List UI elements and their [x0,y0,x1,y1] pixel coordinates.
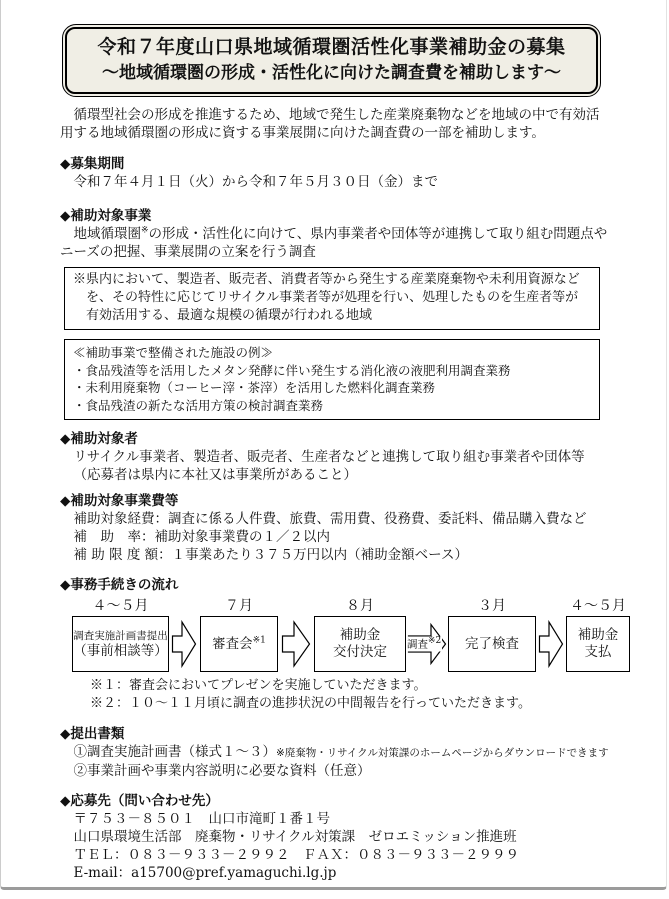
example-box [64,339,600,420]
flow-step-review [200,596,278,672]
right-block-arrow-icon [171,619,197,669]
flow-footnote: ※２：１０～１１月頃に調査の進捗状況の中間報告を行っていただきます。 [90,696,531,711]
footnote-marker: ※2 [428,636,442,646]
flow-box-line [212,636,266,653]
jigyohi-line: 補 助 限 度 額：１事業あたり３７５万円以内（補助金額ベース） [73,547,468,563]
flow-box-line: 補助金 [577,627,619,643]
contact-department: 山口県環境生活部 廃棄物・リサイクル対策課 ゼロエミッション推進班 [73,829,517,845]
flow-month: ７月 [225,598,253,614]
jigyohi-line: 補 助 率：補助対象事業費の１／２以内 [73,529,330,545]
flow-box-text: 審査会 [212,635,253,652]
hojo-taisho-jigyo-body [60,225,609,261]
hojo-taishosha-line: （応募者は県内に本社又は事業所があること） [73,467,357,483]
teishutsu-item-text: ①調査実施計画書（様式１～３） [73,744,276,760]
download-note: ※廃棄物・リサイクル対策課のホームページからダウンロードできます [276,747,609,759]
contact-tel-fax: ＴＥＬ：０８３－９３３－２９９２ ＦＡＸ：０８３－９３３－２９９９ [73,847,519,863]
flow-box-line: 補助金 [339,627,381,643]
flow-arrow [538,616,564,672]
section-heading-teishutsu-shorui: ◆提出書類 [60,726,125,742]
footnote-marker: ※1 [252,635,266,645]
survey-label-text: 調査 [407,638,428,651]
flow-month: ４～５月 [92,598,149,614]
flow-step-completion-inspection [448,596,536,672]
title-box-inner [65,27,598,94]
definition-text: ※県内において、製造者、販売者、消費者等から発生する産業廃棄物や未利用資源などを、その特性に応じてリサイクル事業者等が処理を行い、処理したものを生産者等が有効活用する、最適な規模の循環が行われる地域 [73,272,580,323]
flow-step-grant-decision [314,596,406,672]
survey-arrow-label [406,637,442,652]
flow-arrow-survey [407,616,447,672]
procedure-flow-diagram [72,596,626,672]
flow-step-payment [566,596,630,672]
flow-box-grant-decision [314,616,406,672]
flow-footnotes [90,677,609,713]
flow-footnote: ※１：審査会においてプレゼンを実施していただきます。 [90,678,427,693]
flow-arrow [281,616,311,672]
right-block-arrow-icon [538,619,564,669]
section-heading-hojo-taishosha: ◆補助対象者 [60,431,138,447]
hojo-taishosha-line: リサイクル事業者、製造者、販売者、生産者などと連携して取り組む事業者や団体等 [73,449,585,465]
flow-box-payment [566,616,630,672]
flow-box-review [200,616,278,672]
flow-box-plan-submission [72,616,169,672]
example-item: ・食品残渣等を活用したメタン発酵に伴い発生する消化液の液肥利用調査業務 [73,362,511,378]
footnote-marker: ※ [141,225,149,236]
document-title: 令和７年度山口県地域循環圏活性化事業補助金の募集 [97,36,566,58]
flow-month: ８月 [346,598,374,614]
flow-box-line: 交付決定 [333,644,387,660]
right-block-arrow-icon [281,619,311,669]
document-subtitle: ～地域循環圏の形成・活性化に向けた調査費を補助します～ [102,63,561,83]
flow-box-completion-inspection [448,616,536,672]
flow-box-line: （事前相談等） [73,642,168,659]
section-heading-boshu-kikan: ◆募集期間 [60,156,125,172]
teishutsu-item: ②事業計画や事業内容説明に必要な資料（任意） [73,763,371,779]
flow-arrow [171,616,197,672]
flow-month: ４～５月 [570,598,626,614]
jigyohi-line: 補助対象経費：調査に係る人件費、旅費、需用費、役務費、委託料、備品購入費など [73,511,587,527]
flow-box-line: 支払 [584,644,612,660]
flow-month: ３月 [478,598,506,614]
example-item: ・食品残渣の新たな活用方策の検討調査業務 [73,397,324,413]
example-item: ・未利用廃棄物（コーヒー滓・茶滓）を活用した燃料化調査業務 [73,380,436,395]
teishutsu-item [60,743,609,762]
section-heading-jigyohi: ◆補助対象事業費等 [60,493,179,509]
example-box-heading: ≪補助事業で整備された施設の例≫ [73,345,274,360]
flow-step-plan-submission [72,596,169,672]
flow-box-line: 完了検査 [465,635,519,652]
document-content [1,0,666,882]
contact-email: E-mail：a15700@pref.yamaguchi.lg.jp [73,865,337,881]
body-pre: 地域循環圏 [73,226,141,242]
contact-address: 〒７５３－８５０１ 山口市滝町１番１号 [73,811,330,827]
intro-paragraph: 循環型社会の形成を推進するため、地域で発生した産業廃棄物などを地域の中で有効活用する地域循環圏の形成に資する事業展開に向けた調査費の一部を補助します。 [60,107,600,141]
body-post: の形成・活性化に向けて、県内事業者や団体等が連携して取り組む問題点やニーズの把握、事業展開の立案を行う調査 [60,226,608,260]
section-heading-obosaki: ◆応募先（問い合わせ先） [60,793,219,809]
boshu-kikan-body: 令和７年４月１日（火）から令和７年５月３０日（金）まで [73,174,438,190]
title-box [62,24,601,97]
flow-box-line: 調査実施計画書提出 [73,629,168,642]
section-heading-hojo-taisho-jigyo: ◆補助対象事業 [60,208,152,224]
chiiki-junkanken-definition-box [64,267,600,330]
section-heading-flow: ◆事務手続きの流れ [60,577,179,593]
